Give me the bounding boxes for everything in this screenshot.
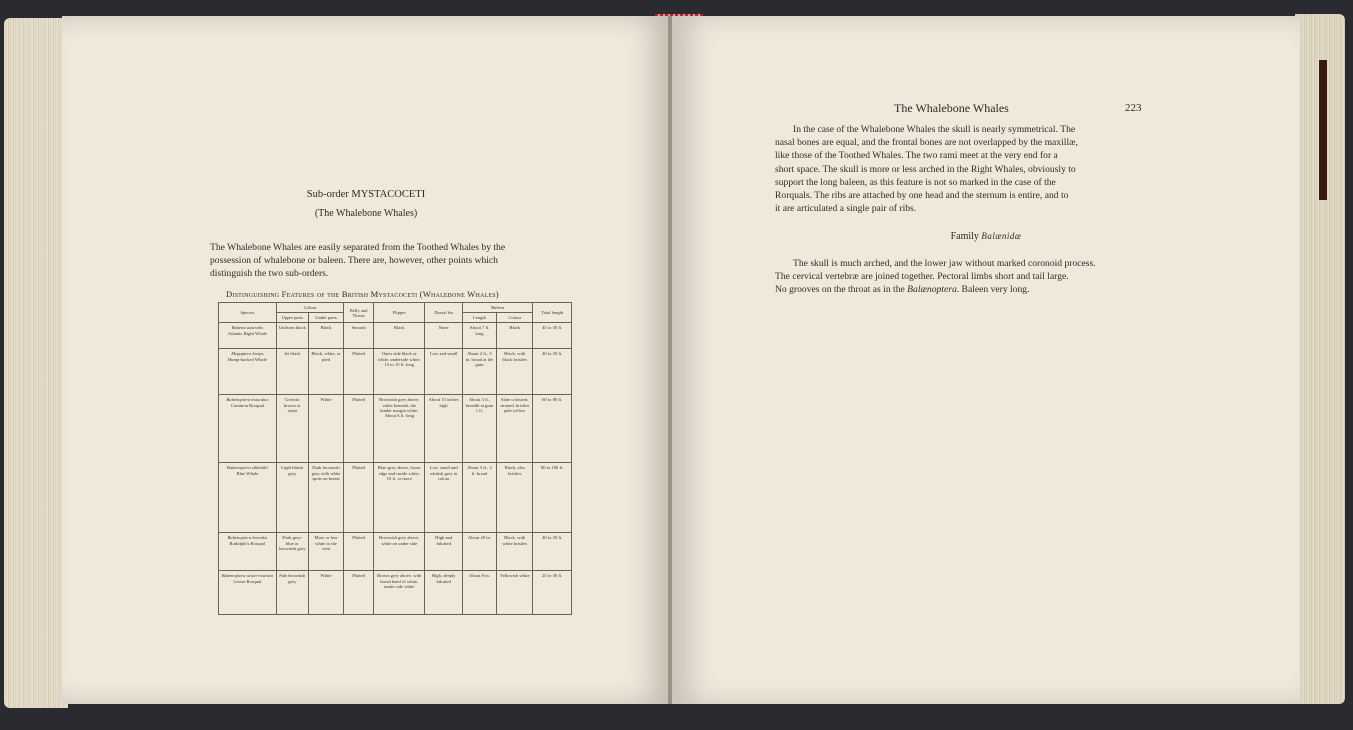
under-cell: White — [308, 571, 343, 615]
species-cell: Balænoptera borealis Rudolphi's Rorqual — [219, 533, 277, 571]
bookmark-ribbon — [1319, 60, 1327, 200]
table-caption: Distinguishing Features of the British Mystacoceti (Whalebone Whales) — [226, 289, 499, 299]
total-length-cell: 40 to 50 ft. — [533, 349, 572, 395]
dorsal-cell: Low and small — [425, 349, 462, 395]
baleen-length-cell: About 3 ft., breadth at gum 1 ft. — [462, 395, 496, 463]
running-head: The Whalebone Whales — [894, 101, 1009, 115]
col-colour: Colour — [276, 303, 343, 313]
table-row — [219, 463, 572, 533]
dorsal-cell: High, deeply falcated — [425, 571, 462, 615]
para-line: Rorquals. The ribs are attached by one head and the sternum is entire, and to — [775, 190, 1069, 202]
upper-cell: Light bluish grey — [276, 463, 308, 533]
col-baleen-colour: Colour — [497, 313, 533, 323]
baleen-colour-cell: Black — [497, 323, 533, 349]
belly-cell: Plaited — [344, 349, 374, 395]
table-row — [219, 323, 572, 349]
table-header-row — [219, 303, 572, 313]
right-page — [672, 16, 1300, 704]
para-line: nasal bones are equal, and the frontal bones are not overlapped by the maxillæ, — [775, 137, 1078, 149]
flipper-cell: Brown grey above, with broad band of white, under side white — [374, 571, 425, 615]
total-length-cell: 40 to 50 ft. — [533, 533, 572, 571]
table-row — [219, 349, 572, 395]
table-row — [219, 395, 572, 463]
under-cell: Black, white, or pied — [308, 349, 343, 395]
family-name: Balænidæ — [981, 231, 1022, 241]
belly-cell: Plaited — [344, 395, 374, 463]
para-line: The cervical vertebræ are joined together. Pectoral limbs short and tail large. — [775, 271, 1069, 283]
intro-line: The Whalebone Whales are easily separated from the Toothed Whales by the — [210, 242, 506, 253]
intro-line: possession of whalebone or baleen. There are, however, other points which — [210, 255, 498, 266]
table-row — [219, 533, 572, 571]
dorsal-cell: None — [425, 323, 462, 349]
intro-paragraph — [210, 241, 640, 280]
species-cell: Balæna australis Atlantic Right Whale — [219, 323, 277, 349]
species-cell: Megaptera boöps Hump-backed Whale — [219, 349, 277, 395]
upper-cell: Uniform black — [276, 323, 308, 349]
baleen-length-cell: About 8 in. — [462, 571, 496, 615]
col-species: Species — [219, 303, 277, 323]
para-line: it are articulated a single pair of ribs. — [775, 203, 917, 215]
belly-cell: Plaited — [344, 571, 374, 615]
col-baleen: Baleen — [462, 303, 533, 313]
family-heading — [672, 231, 1300, 242]
upper-cell: Jet black — [276, 349, 308, 395]
baleen-length-cell: About 7 ft. long — [462, 323, 496, 349]
baleen-colour-cell: Slate coloured, striated, bristles pale yellow — [497, 395, 533, 463]
features-table — [218, 302, 572, 615]
baleen-length-cell: About 3 ft., 2 ft. broad — [462, 463, 496, 533]
species-cell: Balænoptera sibbaldii Blue Whale — [219, 463, 277, 533]
total-length-cell: 80 to 100 ft. — [533, 463, 572, 533]
under-cell: More or less white to the vent — [308, 533, 343, 571]
table-row — [219, 571, 572, 615]
col-upper-parts: Upper parts — [276, 313, 308, 323]
intro-line: distinguish the two sub-orders. — [210, 268, 329, 279]
section-heading: Sub-order MYSTACOCETI — [306, 189, 426, 200]
flipper-cell: Blue-grey above, lower edge and inside white. 10 ft. or more — [374, 463, 425, 533]
flipper-cell: Outer side black or white, underside white. 13 to 15 ft. long — [374, 349, 425, 395]
col-dorsal-fin: Dorsal fin — [425, 303, 462, 323]
para-line: In the case of the Whalebone Whales the skull is nearly symmetrical. The — [793, 124, 1076, 135]
para-line: No grooves on the throat as in the Balænoptera. Baleen very long. — [775, 284, 1030, 296]
col-flipper: Flipper — [374, 303, 425, 323]
species-cell: Balænoptera acuto-rostrata Lesser Rorqual — [219, 571, 277, 615]
belly-cell: Plaited — [344, 533, 374, 571]
left-page-edges — [4, 18, 68, 708]
baleen-colour-cell: Black, also bristles — [497, 463, 533, 533]
belly-cell: Smooth — [344, 323, 374, 349]
family-paragraph — [775, 257, 1195, 297]
skull-paragraph — [775, 123, 1195, 215]
dorsal-cell: Low, small and whitish grey in colour — [425, 463, 462, 533]
baleen-length-cell: About 20 in. — [462, 533, 496, 571]
dorsal-cell: High and falcated — [425, 533, 462, 571]
baleen-colour-cell: Black, with white bristles — [497, 533, 533, 571]
species-cell: Balænoptera musculus Common Rorqual — [219, 395, 277, 463]
flipper-cell: Brownish grey above, white beneath, the hinder margin white. About 6 ft. long — [374, 395, 425, 463]
para-line: support the long baleen, as this feature is not so marked in the case of the — [775, 176, 1056, 188]
para-line: short space. The skull is more or less arched in the Right Whales, obviously to — [775, 163, 1076, 175]
col-baleen-length: Length — [462, 313, 496, 323]
total-length-cell: 60 to 80 ft. — [533, 395, 572, 463]
page-number: 223 — [1125, 102, 1142, 114]
total-length-cell: 25 to 30 ft. — [533, 571, 572, 615]
total-length-cell: 45 to 50 ft. — [533, 323, 572, 349]
flipper-cell: Brownish grey above, white on under side — [374, 533, 425, 571]
upper-cell: Dark grey-blue or brownish grey — [276, 533, 308, 571]
col-total-length: Total length — [533, 303, 572, 323]
para-line: like those of the Toothed Whales. The two rami meet at the very end for a — [775, 150, 1058, 162]
col-under-parts: Under parts — [308, 313, 343, 323]
baleen-colour-cell: Yellowish white — [497, 571, 533, 615]
para-line: The skull is much arched, and the lower jaw without marked coronoid process. — [793, 258, 1096, 269]
upper-cell: Pale brownish grey — [276, 571, 308, 615]
section-subheading: (The Whalebone Whales) — [314, 208, 418, 219]
under-cell: Dark brownish grey with white spots on breast — [308, 463, 343, 533]
baleen-length-cell: About 2 ft., 5 in. broad at the gum — [462, 349, 496, 395]
under-cell: White — [308, 395, 343, 463]
upper-cell: Greyish brown or sepia — [276, 395, 308, 463]
flipper-cell: Black — [374, 323, 425, 349]
baleen-colour-cell: Black, with black bristles — [497, 349, 533, 395]
family-label: Family — [950, 231, 979, 242]
col-belly-throat: Belly and Throat — [344, 303, 374, 323]
under-cell: Black — [308, 323, 343, 349]
belly-cell: Plaited — [344, 463, 374, 533]
dorsal-cell: About 15 inches high — [425, 395, 462, 463]
